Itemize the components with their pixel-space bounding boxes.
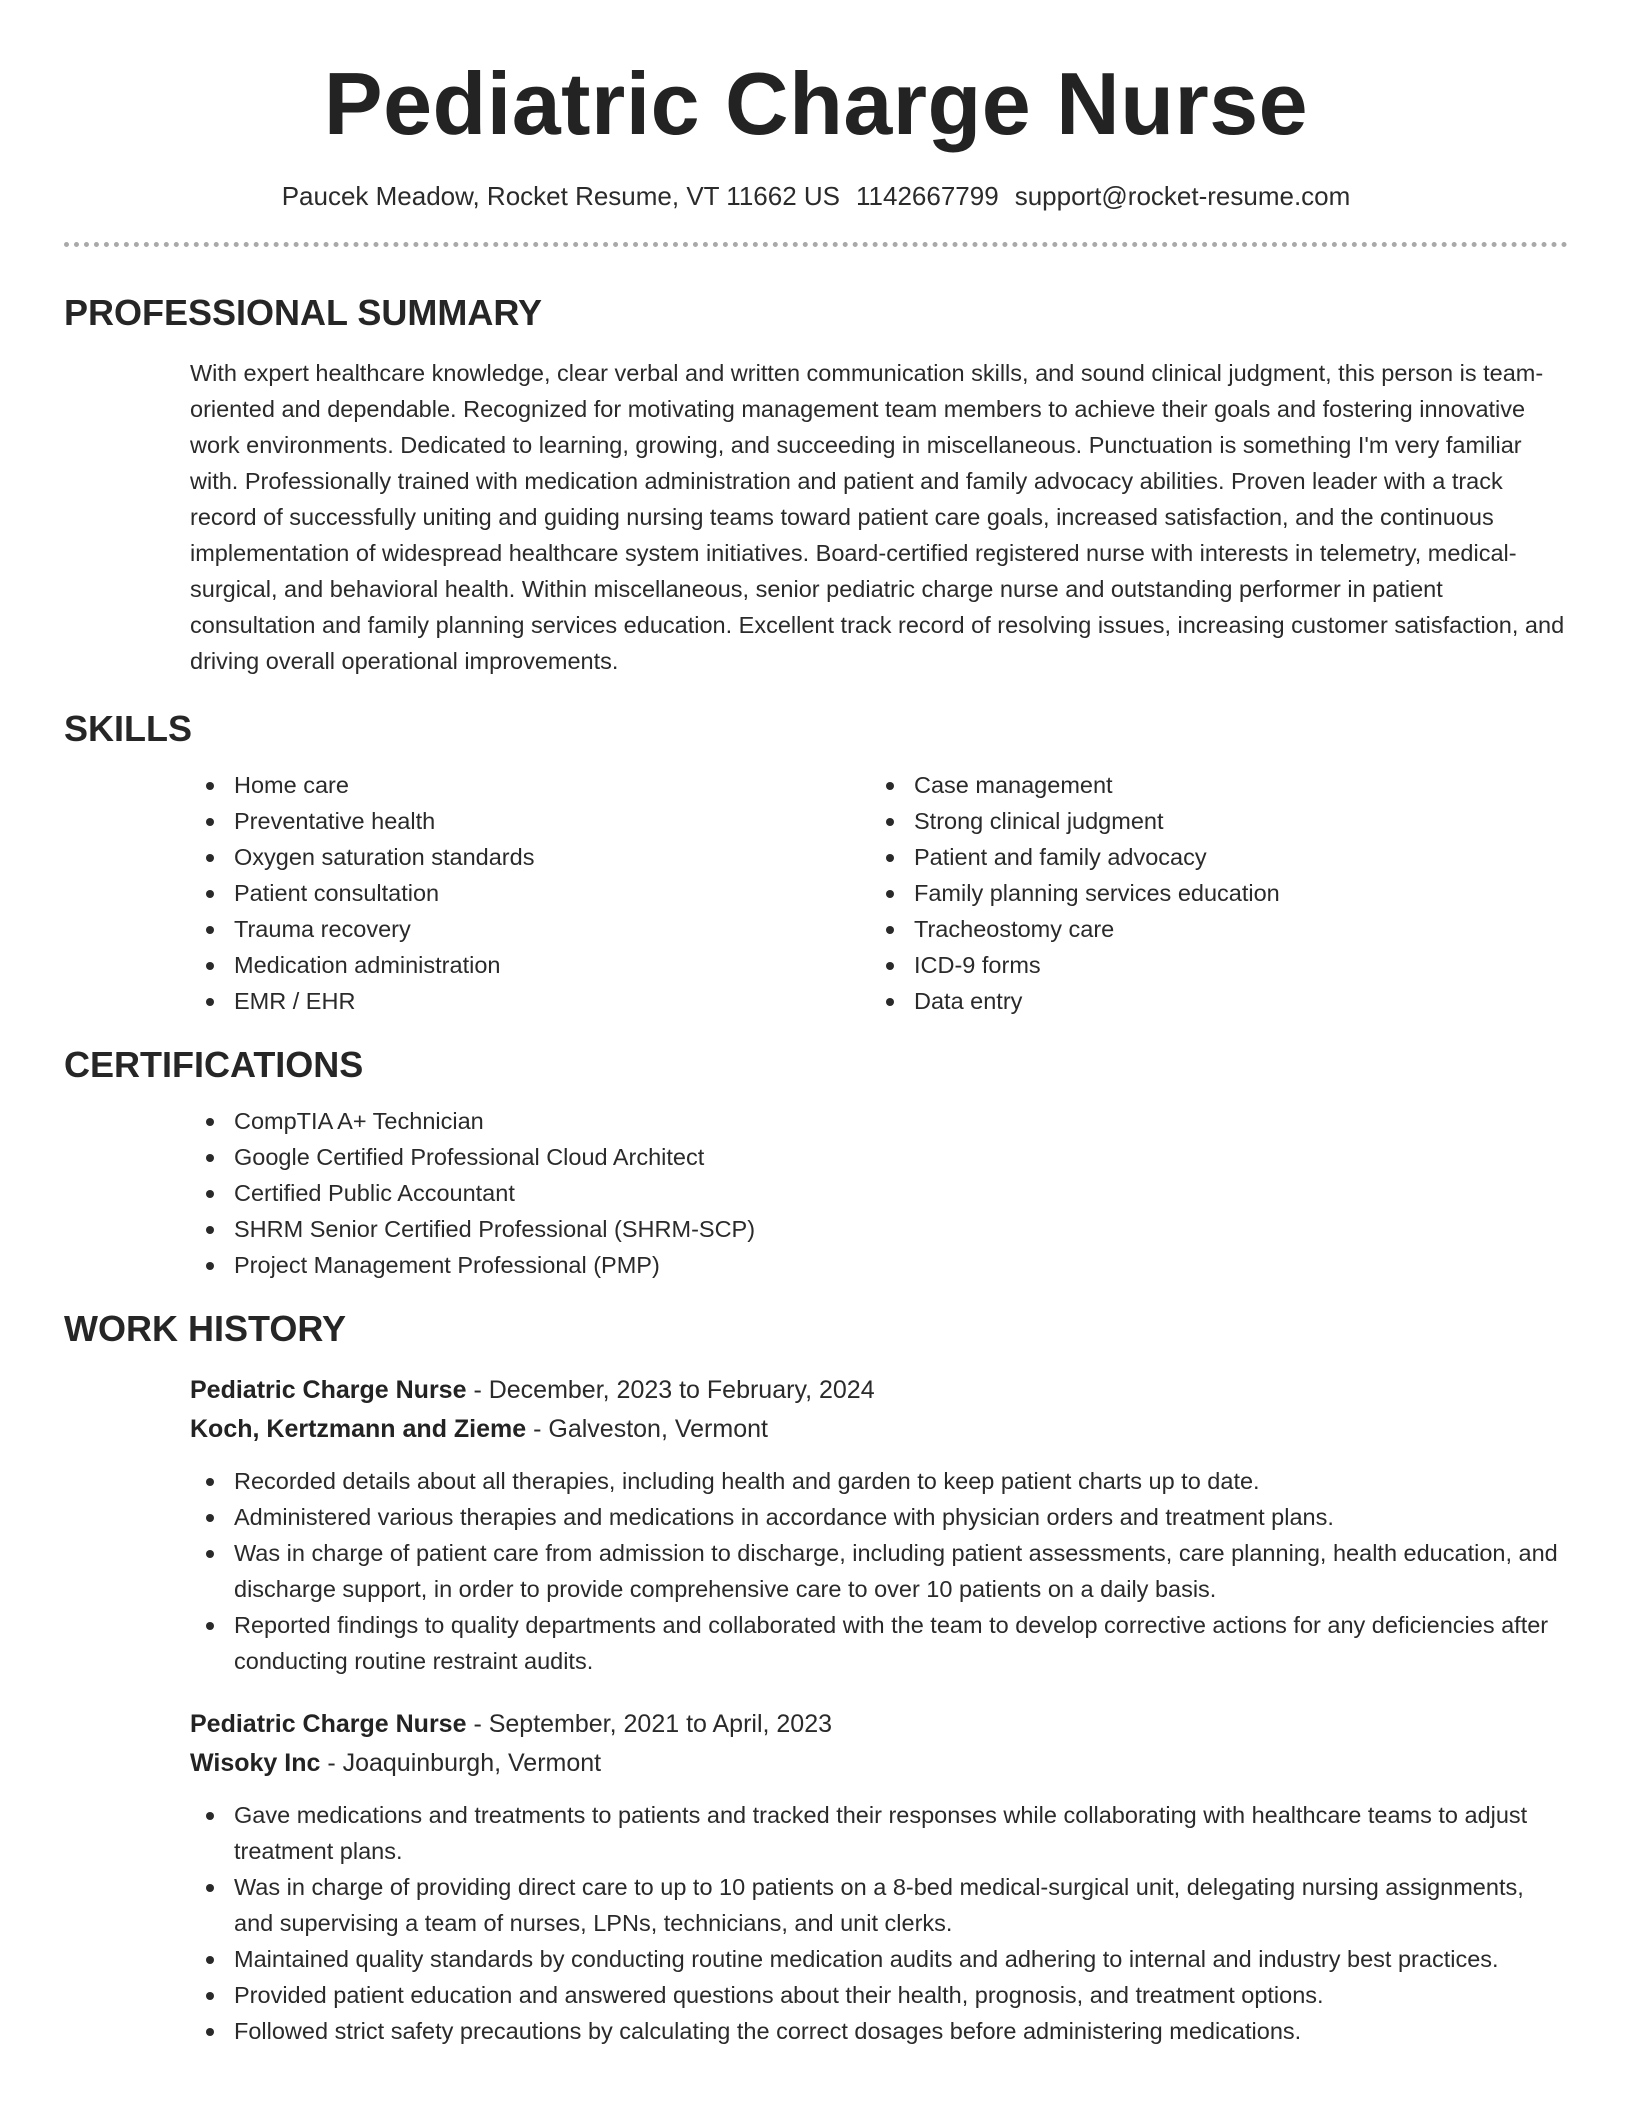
skill-item: Strong clinical judgment	[870, 803, 1550, 839]
contact-address: Paucek Meadow, Rocket Resume, VT 11662 US	[281, 181, 841, 211]
job-bullet: Provided patient education and answered questions about their health, prognosis, and treatment options.	[64, 1977, 1568, 2013]
job-role: Pediatric Charge Nurse	[190, 1710, 467, 1738]
job-entry	[190, 1705, 1568, 2049]
skill-item: Case management	[870, 767, 1550, 803]
skill-item: Preventative health	[190, 803, 870, 839]
skills-grid	[190, 767, 1568, 1019]
job-company: Wisoky Inc	[190, 1749, 321, 1777]
skill-item: Trauma recovery	[190, 911, 870, 947]
summary-heading: PROFESSIONAL SUMMARY	[64, 292, 543, 333]
job-company-line	[190, 1744, 1568, 1783]
work-history-heading: WORK HISTORY	[64, 1308, 347, 1349]
skill-item: Patient and family advocacy	[870, 839, 1550, 875]
job-entry	[190, 1371, 1568, 1679]
contact-line	[64, 178, 1568, 214]
certification-item: CompTIA A+ Technician	[190, 1103, 1568, 1139]
job-bullets	[64, 1797, 1568, 2049]
job-bullet: Reported findings to quality departments and collaborated with the team to develop corrective actions for any deficiencies after conducting routine restraint audits.	[64, 1607, 1568, 1679]
job-title-line	[190, 1705, 1568, 1744]
skill-item: Oxygen saturation standards	[190, 839, 870, 875]
summary-text: With expert healthcare knowledge, clear verbal and written communication skills, and sound clinical judgment, this person is team-oriented and dependable. Recognized for motivating management team members to achieve their goals and fostering innovative work environments. Dedicated to learning, growing, and succeeding in miscellaneous. Punctuation is something I'm very familiar with. Professionally trained with medication administration and patient and family advocacy abilities. Proven leader with a track record of successfully uniting and guiding nursing teams toward patient care goals, increased satisfaction, and the continuous implementation of widespread healthcare system initiatives. Board-certified registered nurse with interests in telemetry, medical-surgical, and behavioral health. Within miscellaneous, senior pediatric charge nurse and outstanding performer in patient consultation and family planning services education. Excellent track record of resolving issues, increasing customer satisfaction, and driving overall operational improvements.	[190, 360, 1565, 674]
job-bullet: Gave medications and treatments to patients and tracked their responses while collaborating with healthcare teams to adjust treatment plans.	[64, 1797, 1568, 1869]
certifications-heading: CERTIFICATIONS	[64, 1044, 364, 1085]
skills-heading: SKILLS	[64, 708, 193, 749]
job-company-line	[190, 1410, 1568, 1449]
skill-item: Medication administration	[190, 947, 870, 983]
skill-item: Tracheostomy care	[870, 911, 1550, 947]
job-location: - Joaquinburgh, Vermont	[320, 1749, 602, 1777]
job-location: - Galveston, Vermont	[526, 1415, 768, 1443]
skills-column-left	[190, 767, 870, 1019]
skills-column-right	[870, 767, 1550, 1019]
certification-item: Google Certified Professional Cloud Architect	[190, 1139, 1568, 1175]
job-bullet: Was in charge of patient care from admission to discharge, including patient assessments, care planning, health education, and discharge support, in order to provide comprehensive care to over 10 patients on a daily basis.	[64, 1535, 1568, 1607]
work-history-section	[64, 1307, 1568, 2049]
certification-item: Certified Public Accountant	[190, 1175, 1568, 1211]
certification-item: Project Management Professional (PMP)	[190, 1247, 1568, 1283]
certification-item: SHRM Senior Certified Professional (SHRM-SCP)	[190, 1211, 1568, 1247]
resume-page	[64, 52, 1568, 2049]
skill-item: Home care	[190, 767, 870, 803]
job-bullet: Recorded details about all therapies, including health and garden to keep patient charts up to date.	[64, 1463, 1568, 1499]
certifications-section	[64, 1043, 1568, 1283]
skill-item: ICD-9 forms	[870, 947, 1550, 983]
job-title-line	[190, 1371, 1568, 1410]
job-dates: - September, 2021 to April, 2023	[466, 1710, 833, 1738]
certifications-list	[190, 1103, 1568, 1283]
skill-item: Family planning services education	[870, 875, 1550, 911]
job-bullet: Administered various therapies and medications in accordance with physician orders and treatment plans.	[64, 1499, 1568, 1535]
job-bullet: Was in charge of providing direct care to up to 10 patients on a 8-bed medical-surgical unit, delegating nursing assignments, and supervising a team of nurses, LPNs, technicians, and unit clerks.	[64, 1869, 1568, 1941]
job-company: Koch, Kertzmann and Zieme	[190, 1415, 527, 1443]
contact-phone: 1142667799	[856, 181, 999, 211]
skills-section	[64, 707, 1568, 1019]
job-bullet: Followed strict safety precautions by calculating the correct dosages before administering medications.	[64, 2013, 1568, 2049]
contact-email: support@rocket-resume.com	[1014, 181, 1351, 211]
summary-section	[64, 291, 1568, 679]
header-divider	[64, 242, 1568, 247]
job-role: Pediatric Charge Nurse	[190, 1376, 467, 1404]
candidate-name: Pediatric Charge Nurse	[323, 54, 1309, 153]
job-bullet: Maintained quality standards by conducting routine medication audits and adhering to internal and industry best practices.	[64, 1941, 1568, 1977]
skill-item: Patient consultation	[190, 875, 870, 911]
skill-item: Data entry	[870, 983, 1550, 1019]
skill-item: EMR / EHR	[190, 983, 870, 1019]
job-bullets	[64, 1463, 1568, 1679]
job-dates: - December, 2023 to February, 2024	[466, 1376, 875, 1404]
